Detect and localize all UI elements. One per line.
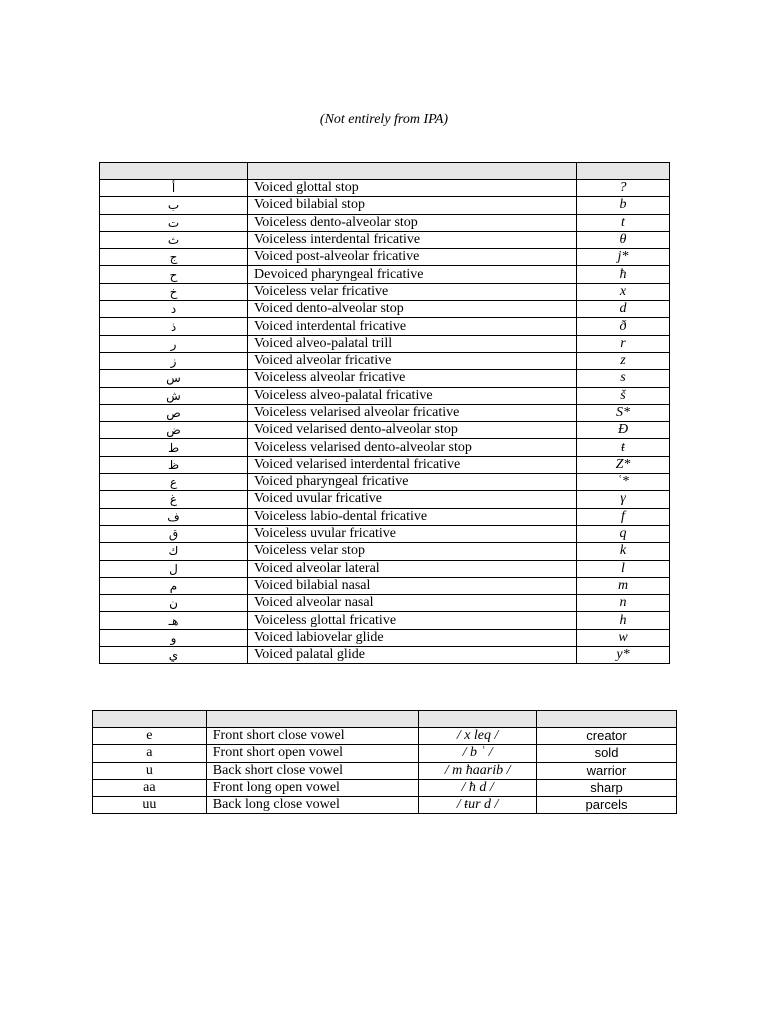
consonant-row: [100, 439, 670, 456]
transliteration-cell: l: [577, 560, 670, 577]
transliteration-cell: n: [577, 595, 670, 612]
arabic-letter-cell: ج: [100, 249, 248, 266]
vowel-description-cell: Back short close vowel: [206, 762, 418, 779]
arabic-letter-cell: ض: [100, 422, 248, 439]
consonant-row: [100, 474, 670, 491]
consonant-row: [100, 560, 670, 577]
arabic-letter-cell: ح: [100, 266, 248, 283]
arabic-letter-cell: ع: [100, 474, 248, 491]
example-cell: / ŧur d /: [419, 797, 537, 814]
header-cell: [577, 163, 670, 180]
consonant-row: [100, 352, 670, 369]
header-cell: [248, 163, 577, 180]
header-cell: [100, 163, 248, 180]
description-cell: Voiced interdental fricative: [248, 318, 577, 335]
consonant-row: [100, 422, 670, 439]
arabic-letter-cell: ز: [100, 352, 248, 369]
consonant-row: [100, 231, 670, 248]
transliteration-cell: k: [577, 543, 670, 560]
transliteration-cell: w: [577, 629, 670, 646]
transliteration-cell: Đ: [577, 422, 670, 439]
transliteration-cell: s: [577, 370, 670, 387]
consonant-row: [100, 387, 670, 404]
description-cell: Voiced bilabial nasal: [248, 577, 577, 594]
consonant-row: [100, 595, 670, 612]
description-cell: Voiceless dento-alveolar stop: [248, 214, 577, 231]
consonant-row: [100, 214, 670, 231]
consonant-row: [100, 318, 670, 335]
page-subtitle: (Not entirely from IPA): [319, 112, 449, 127]
arabic-letter-cell: ق: [100, 525, 248, 542]
transliteration-cell: m: [577, 577, 670, 594]
transliteration-cell: j*: [577, 249, 670, 266]
transliteration-cell: γ: [577, 491, 670, 508]
transliteration-cell: q: [577, 525, 670, 542]
gloss-cell: sharp: [537, 779, 677, 796]
vowel-symbol-cell: a: [93, 745, 207, 762]
description-cell: Voiced bilabial stop: [248, 197, 577, 214]
description-cell: Voiced alveolar lateral: [248, 560, 577, 577]
transliteration-cell: θ: [577, 231, 670, 248]
arabic-letter-cell: م: [100, 577, 248, 594]
transliteration-cell: x: [577, 283, 670, 300]
description-cell: Voiced post-alveolar fricative: [248, 249, 577, 266]
header-cell: [93, 711, 207, 728]
arabic-letter-cell: ظ: [100, 456, 248, 473]
arabic-letter-cell: ي: [100, 647, 248, 664]
consonant-row: [100, 491, 670, 508]
consonant-row: [100, 180, 670, 197]
arabic-letter-cell: ط: [100, 439, 248, 456]
vowel-description-cell: Front short open vowel: [206, 745, 418, 762]
example-cell: / ħ d /: [419, 779, 537, 796]
vowel-symbol-cell: e: [93, 728, 207, 745]
arabic-letter-cell: د: [100, 301, 248, 318]
consonant-table: [99, 162, 670, 664]
example-cell: / b ʿ /: [419, 745, 537, 762]
consonant-row: [100, 543, 670, 560]
arabic-letter-cell: ر: [100, 335, 248, 352]
arabic-letter-cell: هـ: [100, 612, 248, 629]
vowel-symbol-cell: aa: [93, 779, 207, 796]
gloss-cell: creator: [537, 728, 677, 745]
vowel-table-header-row: [93, 711, 677, 728]
transliteration-cell: b: [577, 197, 670, 214]
gloss-cell: parcels: [537, 797, 677, 814]
header-cell: [537, 711, 677, 728]
vowel-description-cell: Front short close vowel: [206, 728, 418, 745]
transliteration-cell: ?: [577, 180, 670, 197]
arabic-letter-cell: ش: [100, 387, 248, 404]
arabic-letter-cell: ص: [100, 404, 248, 421]
description-cell: Voiceless velarised alveolar fricative: [248, 404, 577, 421]
consonant-row: [100, 525, 670, 542]
arabic-letter-cell: ك: [100, 543, 248, 560]
vowel-row: [93, 779, 677, 796]
description-cell: Voiced palatal glide: [248, 647, 577, 664]
header-cell: [419, 711, 537, 728]
description-cell: Voiceless alveolar fricative: [248, 370, 577, 387]
gloss-cell: warrior: [537, 762, 677, 779]
consonant-row: [100, 577, 670, 594]
transliteration-cell: ð: [577, 318, 670, 335]
arabic-letter-cell: ف: [100, 508, 248, 525]
consonant-row: [100, 629, 670, 646]
arabic-letter-cell: و: [100, 629, 248, 646]
transliteration-cell: r: [577, 335, 670, 352]
transliteration-cell: š: [577, 387, 670, 404]
vowel-row: [93, 762, 677, 779]
description-cell: Voiceless labio-dental fricative: [248, 508, 577, 525]
description-cell: Voiced labiovelar glide: [248, 629, 577, 646]
transliteration-cell: Z*: [577, 456, 670, 473]
description-cell: Voiced velarised dento-alveolar stop: [248, 422, 577, 439]
transliteration-cell: y*: [577, 647, 670, 664]
consonant-row: [100, 335, 670, 352]
description-cell: Voiced glottal stop: [248, 180, 577, 197]
example-cell: / m ħaarib /: [419, 762, 537, 779]
transliteration-cell: t: [577, 214, 670, 231]
consonant-row: [100, 197, 670, 214]
description-cell: Voiceless uvular fricative: [248, 525, 577, 542]
transliteration-cell: h: [577, 612, 670, 629]
vowel-row: [93, 745, 677, 762]
vowel-description-cell: Front long open vowel: [206, 779, 418, 796]
transliteration-cell: d: [577, 301, 670, 318]
description-cell: Voiceless velar fricative: [248, 283, 577, 300]
arabic-letter-cell: ن: [100, 595, 248, 612]
transliteration-cell: z: [577, 352, 670, 369]
consonant-row: [100, 370, 670, 387]
description-cell: Voiceless alveo-palatal fricative: [248, 387, 577, 404]
transliteration-cell: f: [577, 508, 670, 525]
transliteration-cell: ŧ: [577, 439, 670, 456]
transliteration-cell: ħ: [577, 266, 670, 283]
description-cell: Voiced alveo-palatal trill: [248, 335, 577, 352]
vowel-row: [93, 728, 677, 745]
arabic-letter-cell: ث: [100, 231, 248, 248]
example-cell: / x leq /: [419, 728, 537, 745]
consonant-row: [100, 249, 670, 266]
consonant-row: [100, 266, 670, 283]
arabic-letter-cell: س: [100, 370, 248, 387]
arabic-letter-cell: ب: [100, 197, 248, 214]
description-cell: Voiceless interdental fricative: [248, 231, 577, 248]
vowel-table: [92, 710, 677, 814]
description-cell: Voiceless velar stop: [248, 543, 577, 560]
header-cell: [206, 711, 418, 728]
transliteration-cell: S*: [577, 404, 670, 421]
consonant-table-header-row: [100, 163, 670, 180]
arabic-letter-cell: خ: [100, 283, 248, 300]
description-cell: Voiced dento-alveolar stop: [248, 301, 577, 318]
description-cell: Devoiced pharyngeal fricative: [248, 266, 577, 283]
description-cell: Voiceless velarised dento-alveolar stop: [248, 439, 577, 456]
arabic-letter-cell: ل: [100, 560, 248, 577]
consonant-row: [100, 456, 670, 473]
description-cell: Voiced alveolar nasal: [248, 595, 577, 612]
consonant-row: [100, 612, 670, 629]
consonant-row: [100, 301, 670, 318]
consonant-row: [100, 404, 670, 421]
description-cell: Voiced uvular fricative: [248, 491, 577, 508]
description-cell: Voiceless glottal fricative: [248, 612, 577, 629]
arabic-letter-cell: ذ: [100, 318, 248, 335]
vowel-row: [93, 797, 677, 814]
arabic-letter-cell: أ: [100, 180, 248, 197]
vowel-symbol-cell: u: [93, 762, 207, 779]
vowel-description-cell: Back long close vowel: [206, 797, 418, 814]
description-cell: Voiced pharyngeal fricative: [248, 474, 577, 491]
consonant-row: [100, 647, 670, 664]
arabic-letter-cell: ت: [100, 214, 248, 231]
transliteration-cell: ʿ*: [577, 474, 670, 491]
description-cell: Voiced alveolar fricative: [248, 352, 577, 369]
arabic-letter-cell: غ: [100, 491, 248, 508]
consonant-row: [100, 508, 670, 525]
vowel-symbol-cell: uu: [93, 797, 207, 814]
consonant-row: [100, 283, 670, 300]
gloss-cell: sold: [537, 745, 677, 762]
description-cell: Voiced velarised interdental fricative: [248, 456, 577, 473]
